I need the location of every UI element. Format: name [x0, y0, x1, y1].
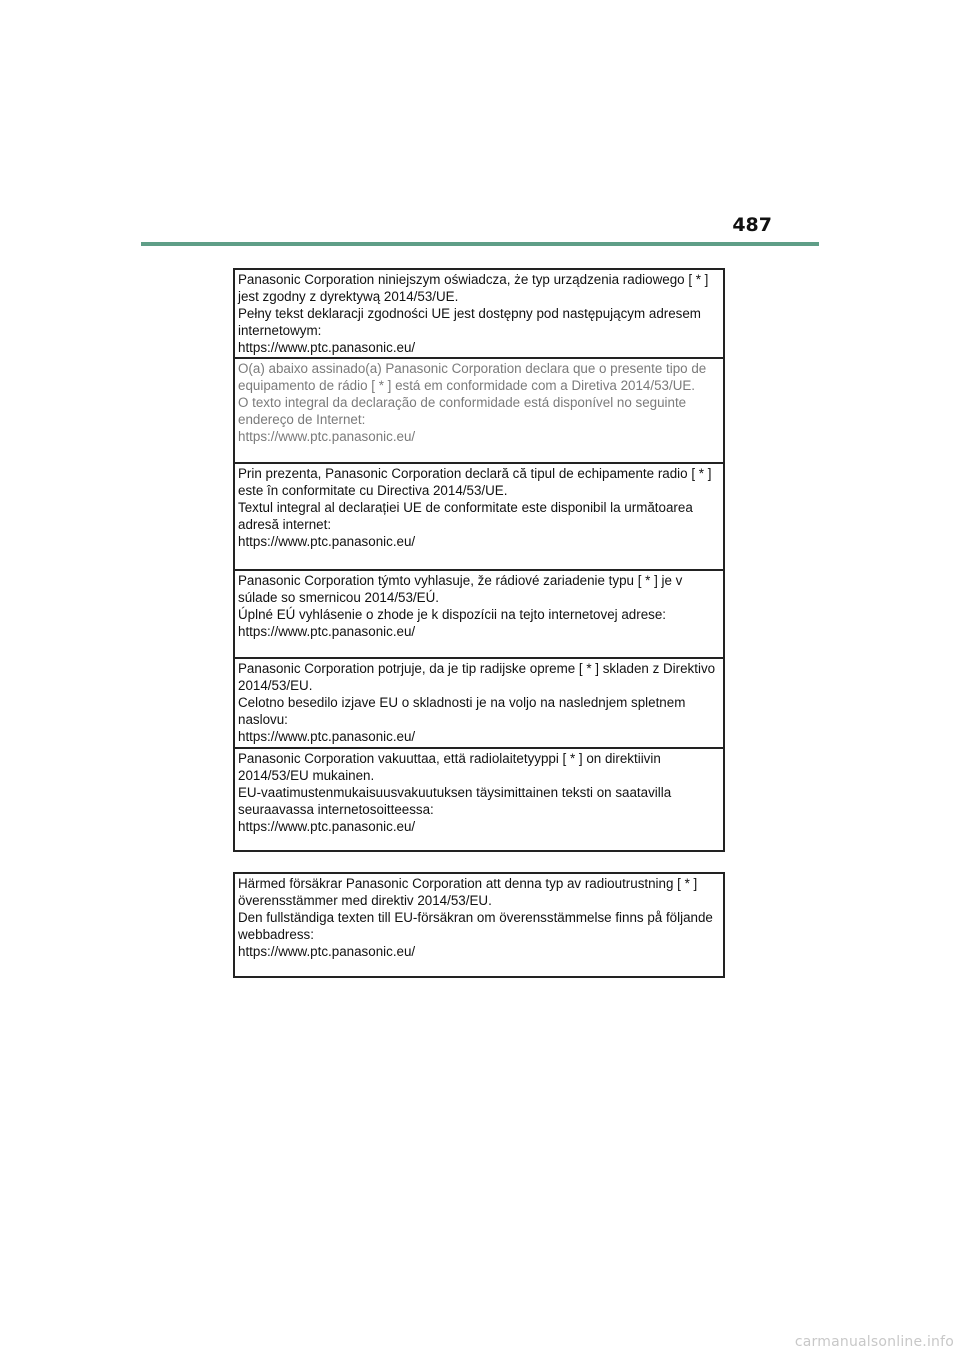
declaration-table-1: [233, 268, 725, 852]
text-line: Textul integral al declarației UE de conformitate este disponibil la următoarea: [238, 500, 693, 515]
text-line: Panasonic Corporation potrjuje, da je tip radijske opreme [ * ] skladen z Direktivo: [238, 661, 716, 676]
link-text: https://www.ptc.panasonic.eu/: [238, 429, 416, 444]
text-line: Panasonic Corporation niniejszym oświadcza, że typ urządzenia radiowego [ * ]: [238, 272, 709, 287]
header-rule: [141, 242, 819, 246]
text-line: webbadress:: [238, 927, 314, 942]
page-number: 487: [732, 214, 772, 236]
declaration-cell-slovenian: [235, 659, 723, 749]
text-line: naslovu:: [238, 712, 288, 727]
declaration-cell-finnish: [235, 749, 723, 850]
text-line: överensstämmer med direktiv 2014/53/EU.: [238, 893, 492, 908]
text-line: Prin prezenta, Panasonic Corporation declară că tipul de echipamente radio [ * ]: [238, 466, 712, 481]
text-line: este în conformitate cu Directiva 2014/53/UE.: [238, 483, 508, 498]
declaration-cell-swedish: [235, 874, 723, 976]
text-line: Celotno besedilo izjave EU o skladnosti je na voljo na naslednjem spletnem: [238, 695, 686, 710]
declaration-cell-portuguese: [235, 359, 723, 464]
link-text: https://www.ptc.panasonic.eu/: [238, 534, 416, 549]
text-line: endereço de Internet:: [238, 412, 366, 427]
text-line: Den fullständiga texten till EU-försäkran om överensstämmelse finns på följande: [238, 910, 713, 925]
text-line: seuraavassa internetosoitteessa:: [238, 802, 434, 817]
declaration-table-2: [233, 872, 725, 978]
link-text: https://www.ptc.panasonic.eu/: [238, 729, 416, 744]
text-line: equipamento de rádio [ * ] está em conformidade com a Diretiva 2014/53/UE.: [238, 378, 696, 393]
text-line: O(a) abaixo assinado(a) Panasonic Corporation declara que o presente tipo de: [238, 361, 707, 376]
text-line: O texto integral da declaração de conformidade está disponível no seguinte: [238, 395, 687, 410]
link-text: https://www.ptc.panasonic.eu/: [238, 624, 416, 639]
text-line: súlade so smernicou 2014/53/EÚ.: [238, 590, 439, 605]
text-line: Panasonic Corporation vakuuttaa, että radiolaitetyyppi [ * ] on direktiivin: [238, 751, 661, 766]
text-line: Härmed försäkrar Panasonic Corporation att denna typ av radioutrustning [ * ]: [238, 876, 698, 891]
text-line: Panasonic Corporation týmto vyhlasuje, že rádiové zariadenie typu [ * ] je v: [238, 573, 683, 588]
text-line: Pełny tekst deklaracji zgodności UE jest dostępny pod następującym adresem: [238, 306, 701, 321]
text-line: Úplné EÚ vyhlásenie o zhode je k dispozícii na tejto internetovej adrese:: [238, 607, 667, 622]
link-text: https://www.ptc.panasonic.eu/: [238, 340, 416, 355]
link-text: https://www.ptc.panasonic.eu/: [238, 944, 416, 959]
watermark: carmanualsonline.info: [794, 1334, 954, 1350]
text-line: 2014/53/EU.: [238, 678, 313, 693]
text-line: adresă internet:: [238, 517, 332, 532]
declaration-cell-slovak: [235, 571, 723, 659]
text-line: 2014/53/EU mukainen.: [238, 768, 375, 783]
text-line: internetowym:: [238, 323, 322, 338]
declaration-cell-polish: [235, 270, 723, 359]
declaration-cell-romanian: [235, 464, 723, 571]
text-line: EU-vaatimustenmukaisuusvakuutuksen täysimittainen teksti on saatavilla: [238, 785, 672, 800]
link-text: https://www.ptc.panasonic.eu/: [238, 819, 416, 834]
text-line: jest zgodny z dyrektywą 2014/53/UE.: [238, 289, 459, 304]
